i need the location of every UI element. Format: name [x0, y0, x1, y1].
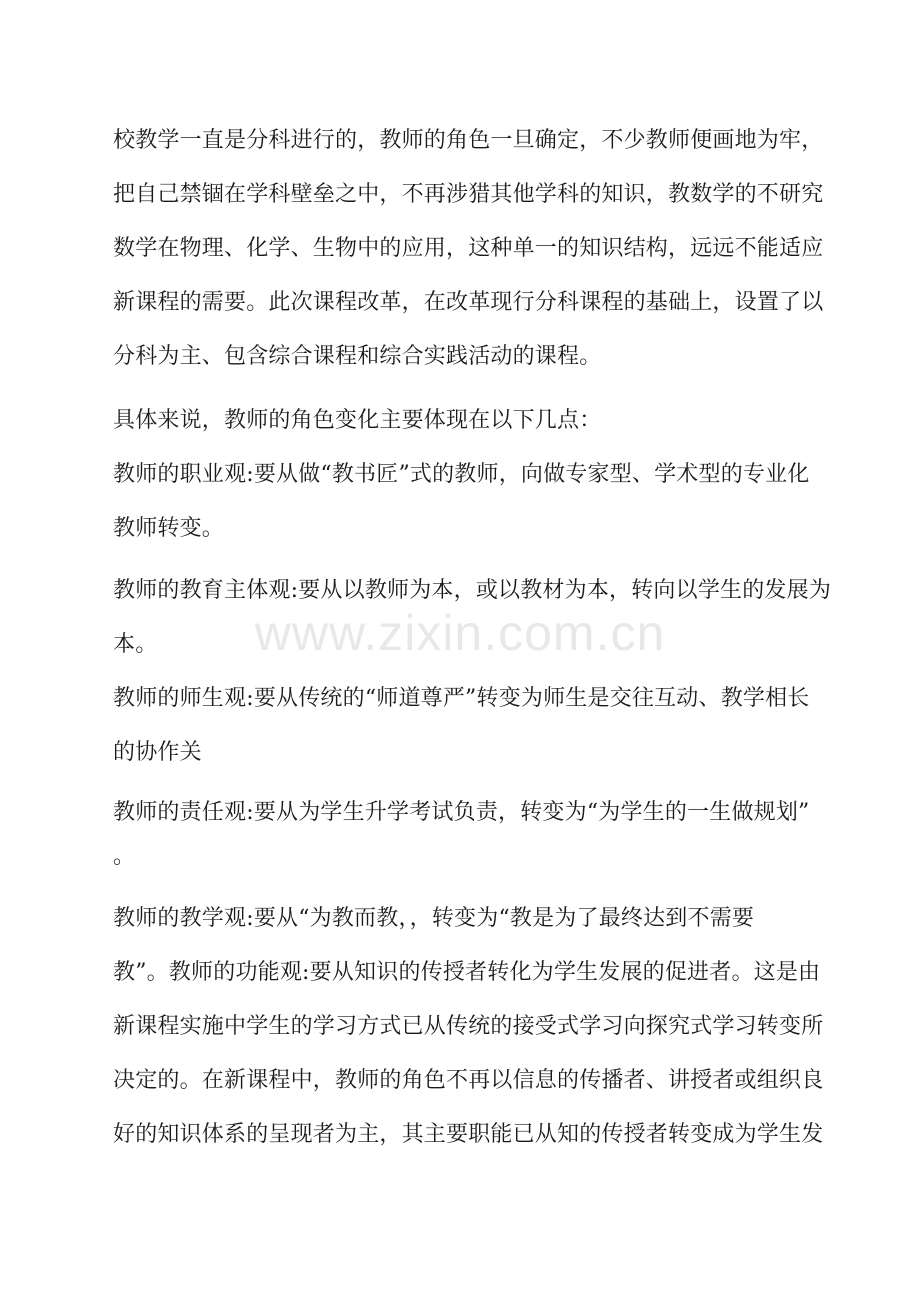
text-line: 数学在物理、化学、生物中的应用，这种单一的知识结构，远远不能适应	[113, 236, 824, 261]
text-line: 教师的师生观:要从传统的“师道尊严”转变为师生是交往互动、教学相长	[113, 686, 810, 711]
text-line: 教师的职业观:要从做“教书匠”式的教师，向做专家型、学术型的专业化	[113, 462, 810, 487]
text-line: 教师的教育主体观:要从以教师为本，或以教材为本，转向以学生的发展为	[113, 578, 832, 603]
text-line: 新课程的需要。此次课程改革，在改革现行分科课程的基础上，设置了以	[113, 290, 824, 315]
text-line: 。	[113, 844, 136, 869]
text-line: 本。	[113, 632, 158, 657]
text-line: 决定的。在新课程中，教师的角色不再以信息的传播者、讲授者或组织良	[113, 1068, 824, 1093]
text-line: 校教学一直是分科进行的，教师的角色一旦确定，不少教师便画地为牢，	[113, 128, 824, 153]
text-line: 新课程实施中学生的学习方式已从传统的接受式学习向探究式学习转变所	[113, 1014, 824, 1039]
text-line: 分科为主、包含综合课程和综合实践活动的课程。	[113, 344, 602, 369]
text-line: 好的知识体系的呈现者为主，其主要职能已从知的传授者转变成为学生发	[113, 1122, 824, 1147]
watermark: www.zixin.com.cn	[254, 605, 666, 661]
text-line: 教师的教学观:要从“为教而教，，转变为“教是为了最终达到不需要	[113, 906, 755, 931]
text-line: 的协作关	[113, 740, 202, 765]
text-line: 教师转变。	[113, 516, 225, 541]
text-line: 教”。教师的功能观:要从知识的传授者转化为学生发展的促进者。这是由	[113, 960, 821, 985]
text-line: 具体来说，教师的角色变化主要体现在以下几点：	[113, 408, 602, 433]
text-line: 教师的责任观:要从为学生升学考试负责，转变为“为学生的一生做规划”	[113, 800, 810, 825]
text-line: 把自己禁锢在学科壁垒之中，不再涉猎其他学科的知识，教数学的不研究	[113, 182, 824, 207]
